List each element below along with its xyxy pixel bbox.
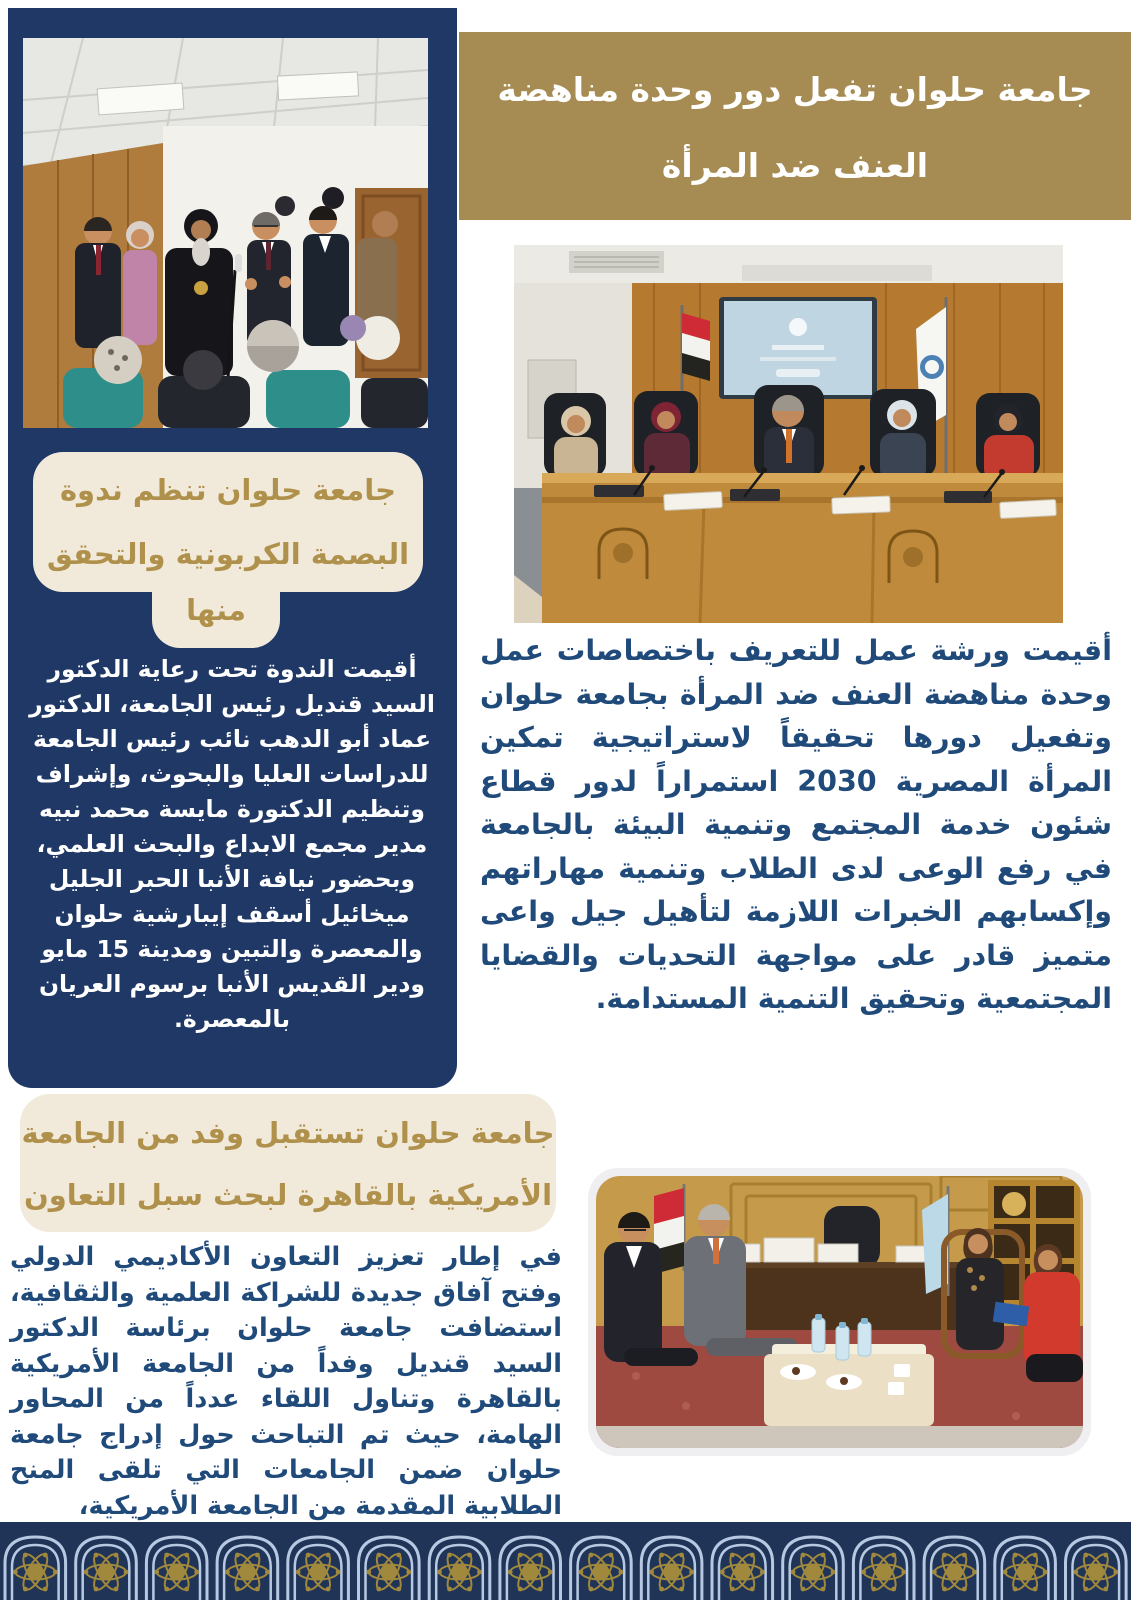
- carbon-seminar-title-line1: جامعة حلوان تنظم ندوة: [59, 473, 397, 507]
- violence-unit-banner: [459, 32, 1131, 220]
- footer-arch-atom-pattern: [0, 1522, 1131, 1600]
- violence-unit-body: أقيمت ورشة عمل للتعريف باختصاصات عمل وحدة مناهضة العنف ضد المرأة بجامعة حلوان وتفعيل دورها تحقيقاً لاستراتيجية تمكين المرأة المصرية 2030 استمراراً لدور قطاع شئون خدمة المجتمع وتنمية البيئة بالجامعة في رفع الوعى لدى الطلاب وتنمية مهاراتهم وإكسابهم الخبرات اللازمة لتأهيل جيل واعى متميز قادر على مواجهة التحديات والقضايا المجتمعية وتحقيق التنمية المستدامة.: [480, 634, 1113, 1015]
- auc-delegation-body: في إطار تعزيز التعاون الأكاديمي الدولي وفتح آفاق جديدة للشراكة العلمية والثقافية، استضافت جامعة حلوان برئاسة الدكتور السيد قنديل وفداً من الجامعة الأمريكية بالقاهرة وتناول اللقاء عدداً من المحاور الهامة، حيث تم التباحث حول إدراج جامعة حلوان ضمن الجامعات التي تلقى المنح الطلابية المقدمة من الجامعة الأمريكية،: [10, 1242, 562, 1521]
- panel-meeting-photo: [514, 245, 1063, 623]
- carbon-seminar-title-line2: البصمة الكربونية والتحقق: [46, 537, 410, 571]
- carbon-seminar-headline-tab: [152, 578, 280, 648]
- auc-delegation-title-line1: جامعة حلوان تستقبل وفد من الجامعة: [21, 1116, 555, 1150]
- carbon-seminar-body: أقيمت الندوة تحت رعاية الدكتور السيد قنديل رئيس الجامعة، الدكتور عماد أبو الدهب نائب رئيس الجامعة للدراسات العليا والبحوث، وإشراف وتنظيم الدكتورة مايسة محمد نبيه مدير مجمع الابداع والبحث العلمي، وبحضور نيافة الأنبا الحبر الجليل ميخائيل أسقف إيبارشية حلوان والمعصرة والتبين ومدينة 15 مايو ودير القديس الأنبا برسوم العريان بالمعصرة.: [29, 655, 435, 1033]
- seminar-group-photo: [23, 38, 428, 428]
- violence-unit-title-line1: جامعة حلوان تفعل دور وحدة مناهضة: [497, 70, 1093, 109]
- carbon-seminar-headline-box: [33, 452, 423, 592]
- violence-unit-title-line2: العنف ضد المرأة: [661, 146, 929, 185]
- carbon-seminar-title-line3: منها: [186, 593, 246, 627]
- office-meeting-photo: [596, 1176, 1083, 1448]
- auc-delegation-headline-box: [20, 1094, 556, 1232]
- auc-delegation-title-line2: الأمريكية بالقاهرة لبحث سبل التعاون: [23, 1178, 553, 1212]
- panel-meeting-photo-illustration: [514, 245, 1063, 623]
- seminar-group-photo-illustration: [23, 38, 428, 428]
- office-meeting-photo-illustration: [596, 1176, 1083, 1448]
- footer-ornament-band: [0, 1522, 1131, 1600]
